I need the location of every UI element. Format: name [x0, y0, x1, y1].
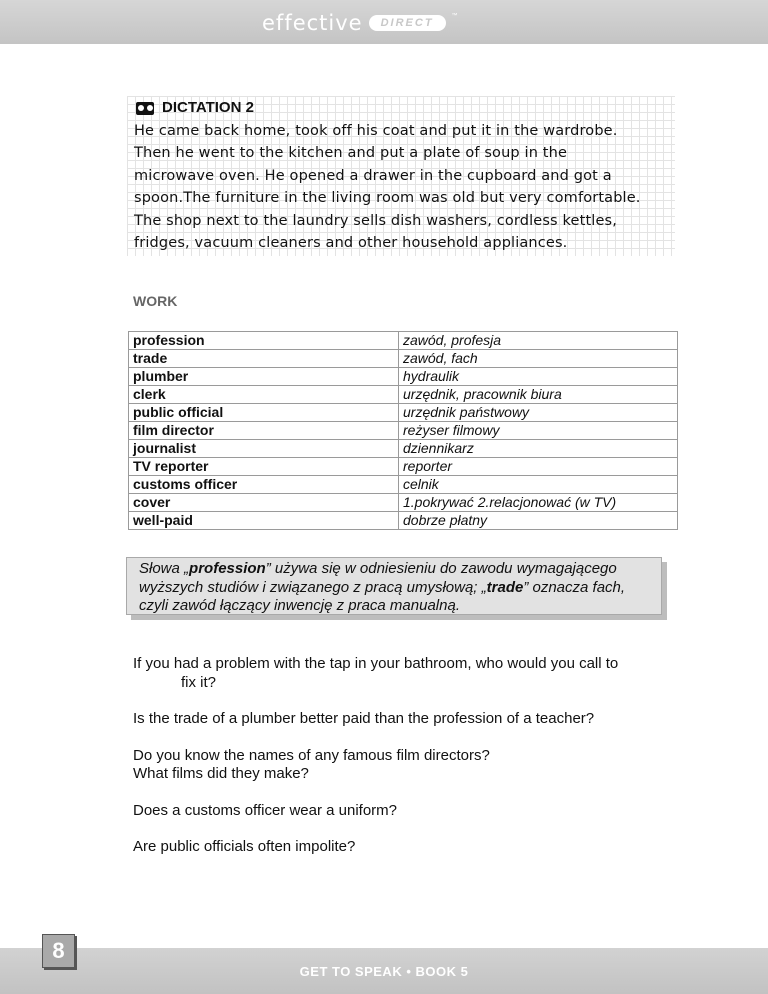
polish-translation: zawód, profesja — [399, 332, 678, 350]
table-row — [129, 350, 678, 368]
polish-translation: urzędnik państwowy — [399, 404, 678, 422]
cassette-icon — [136, 102, 154, 115]
brand-logo — [262, 11, 458, 35]
header-bar — [0, 0, 768, 44]
note-text: Słowa „ — [139, 560, 190, 577]
dictation-box — [127, 96, 675, 256]
dictation-line: He came back home, took off his coat and put it in the wardrobe. — [134, 123, 618, 139]
dictation-line: The shop next to the laundry sells dish washers, cordless kettles, — [134, 212, 617, 229]
english-term: public official — [129, 404, 399, 422]
question-line: If you had a problem with the tap in your bathroom, who would you call to — [133, 655, 619, 672]
dictation-text — [134, 120, 674, 254]
question — [133, 747, 693, 784]
table-row — [129, 332, 678, 350]
vocabulary-table — [128, 331, 678, 530]
dictation-heading — [136, 100, 254, 116]
usage-note — [126, 557, 662, 615]
note-keyword: trade — [486, 578, 524, 596]
dictation-line: fridges, vacuum cleaners and other household appliances. — [134, 235, 568, 252]
question: Are public officials often impolite? — [133, 838, 356, 855]
dictation-title: DICTATION 2 — [162, 99, 254, 116]
table-row — [129, 458, 678, 476]
dictation-line: microwave oven. He opened a drawer in the cupboard and got a — [134, 167, 612, 184]
english-term: plumber — [129, 368, 399, 386]
table-row — [129, 494, 678, 512]
english-term: journalist — [129, 440, 399, 458]
brand-trademark: ™ — [451, 13, 458, 19]
discussion-questions — [133, 655, 693, 857]
english-term: cover — [129, 494, 399, 512]
english-term: well-paid — [129, 512, 399, 530]
polish-translation: urzędnik, pracownik biura — [399, 386, 678, 404]
polish-translation: celnik — [399, 476, 678, 494]
brand-pill: DIRECT — [369, 15, 446, 31]
polish-translation: dziennikarz — [399, 440, 678, 458]
polish-translation: reporter — [399, 458, 678, 476]
footer-bar — [0, 948, 768, 994]
question — [133, 655, 693, 692]
english-term: customs officer — [129, 476, 399, 494]
note-keyword: profession — [189, 560, 266, 577]
polish-translation: zawód, fach — [399, 350, 678, 368]
question-line: fix it? — [181, 673, 217, 691]
page-number: 8 — [42, 934, 75, 968]
table-row — [129, 422, 678, 440]
brand-word: effective — [262, 10, 363, 35]
table-row — [129, 404, 678, 422]
work-section-title: WORK — [133, 293, 178, 309]
question: Does a customs officer wear a uniform? — [133, 801, 398, 819]
table-row — [129, 368, 678, 386]
english-term: TV reporter — [129, 458, 399, 476]
english-term: trade — [129, 350, 399, 368]
table-row — [129, 476, 678, 494]
polish-translation: hydraulik — [399, 368, 678, 386]
polish-translation: dobrze płatny — [399, 512, 678, 530]
question: Is the trade of a plumber better paid than the profession of a teacher? — [133, 710, 595, 727]
dictation-line: spoon.The furniture in the living room was old but very comfortable. — [134, 190, 641, 207]
polish-translation: reżyser filmowy — [399, 422, 678, 440]
table-row — [129, 386, 678, 404]
footer-title: GET TO SPEAK • BOOK 5 — [299, 964, 469, 979]
english-term: clerk — [129, 386, 399, 404]
question-line: Do you know the names of any famous film directors? — [133, 746, 490, 764]
polish-translation: 1.pokrywać 2.relacjonować (w TV) — [399, 494, 678, 512]
english-term: profession — [129, 332, 399, 350]
english-term: film director — [129, 422, 399, 440]
dictation-line: Then he went to the kitchen and put a plate of soup in the — [134, 145, 568, 162]
note-text: ” oznacza fach, czyli zawód łączący inwencję z praca manualną. — [139, 578, 626, 614]
question-line: What films did they make? — [133, 765, 309, 782]
note-text: ” używa się w odniesieniu do zawodu wymagającego wyższych studiów i związanego z pracą umysłową; „ — [139, 560, 617, 596]
table-row — [129, 440, 678, 458]
table-row — [129, 512, 678, 530]
